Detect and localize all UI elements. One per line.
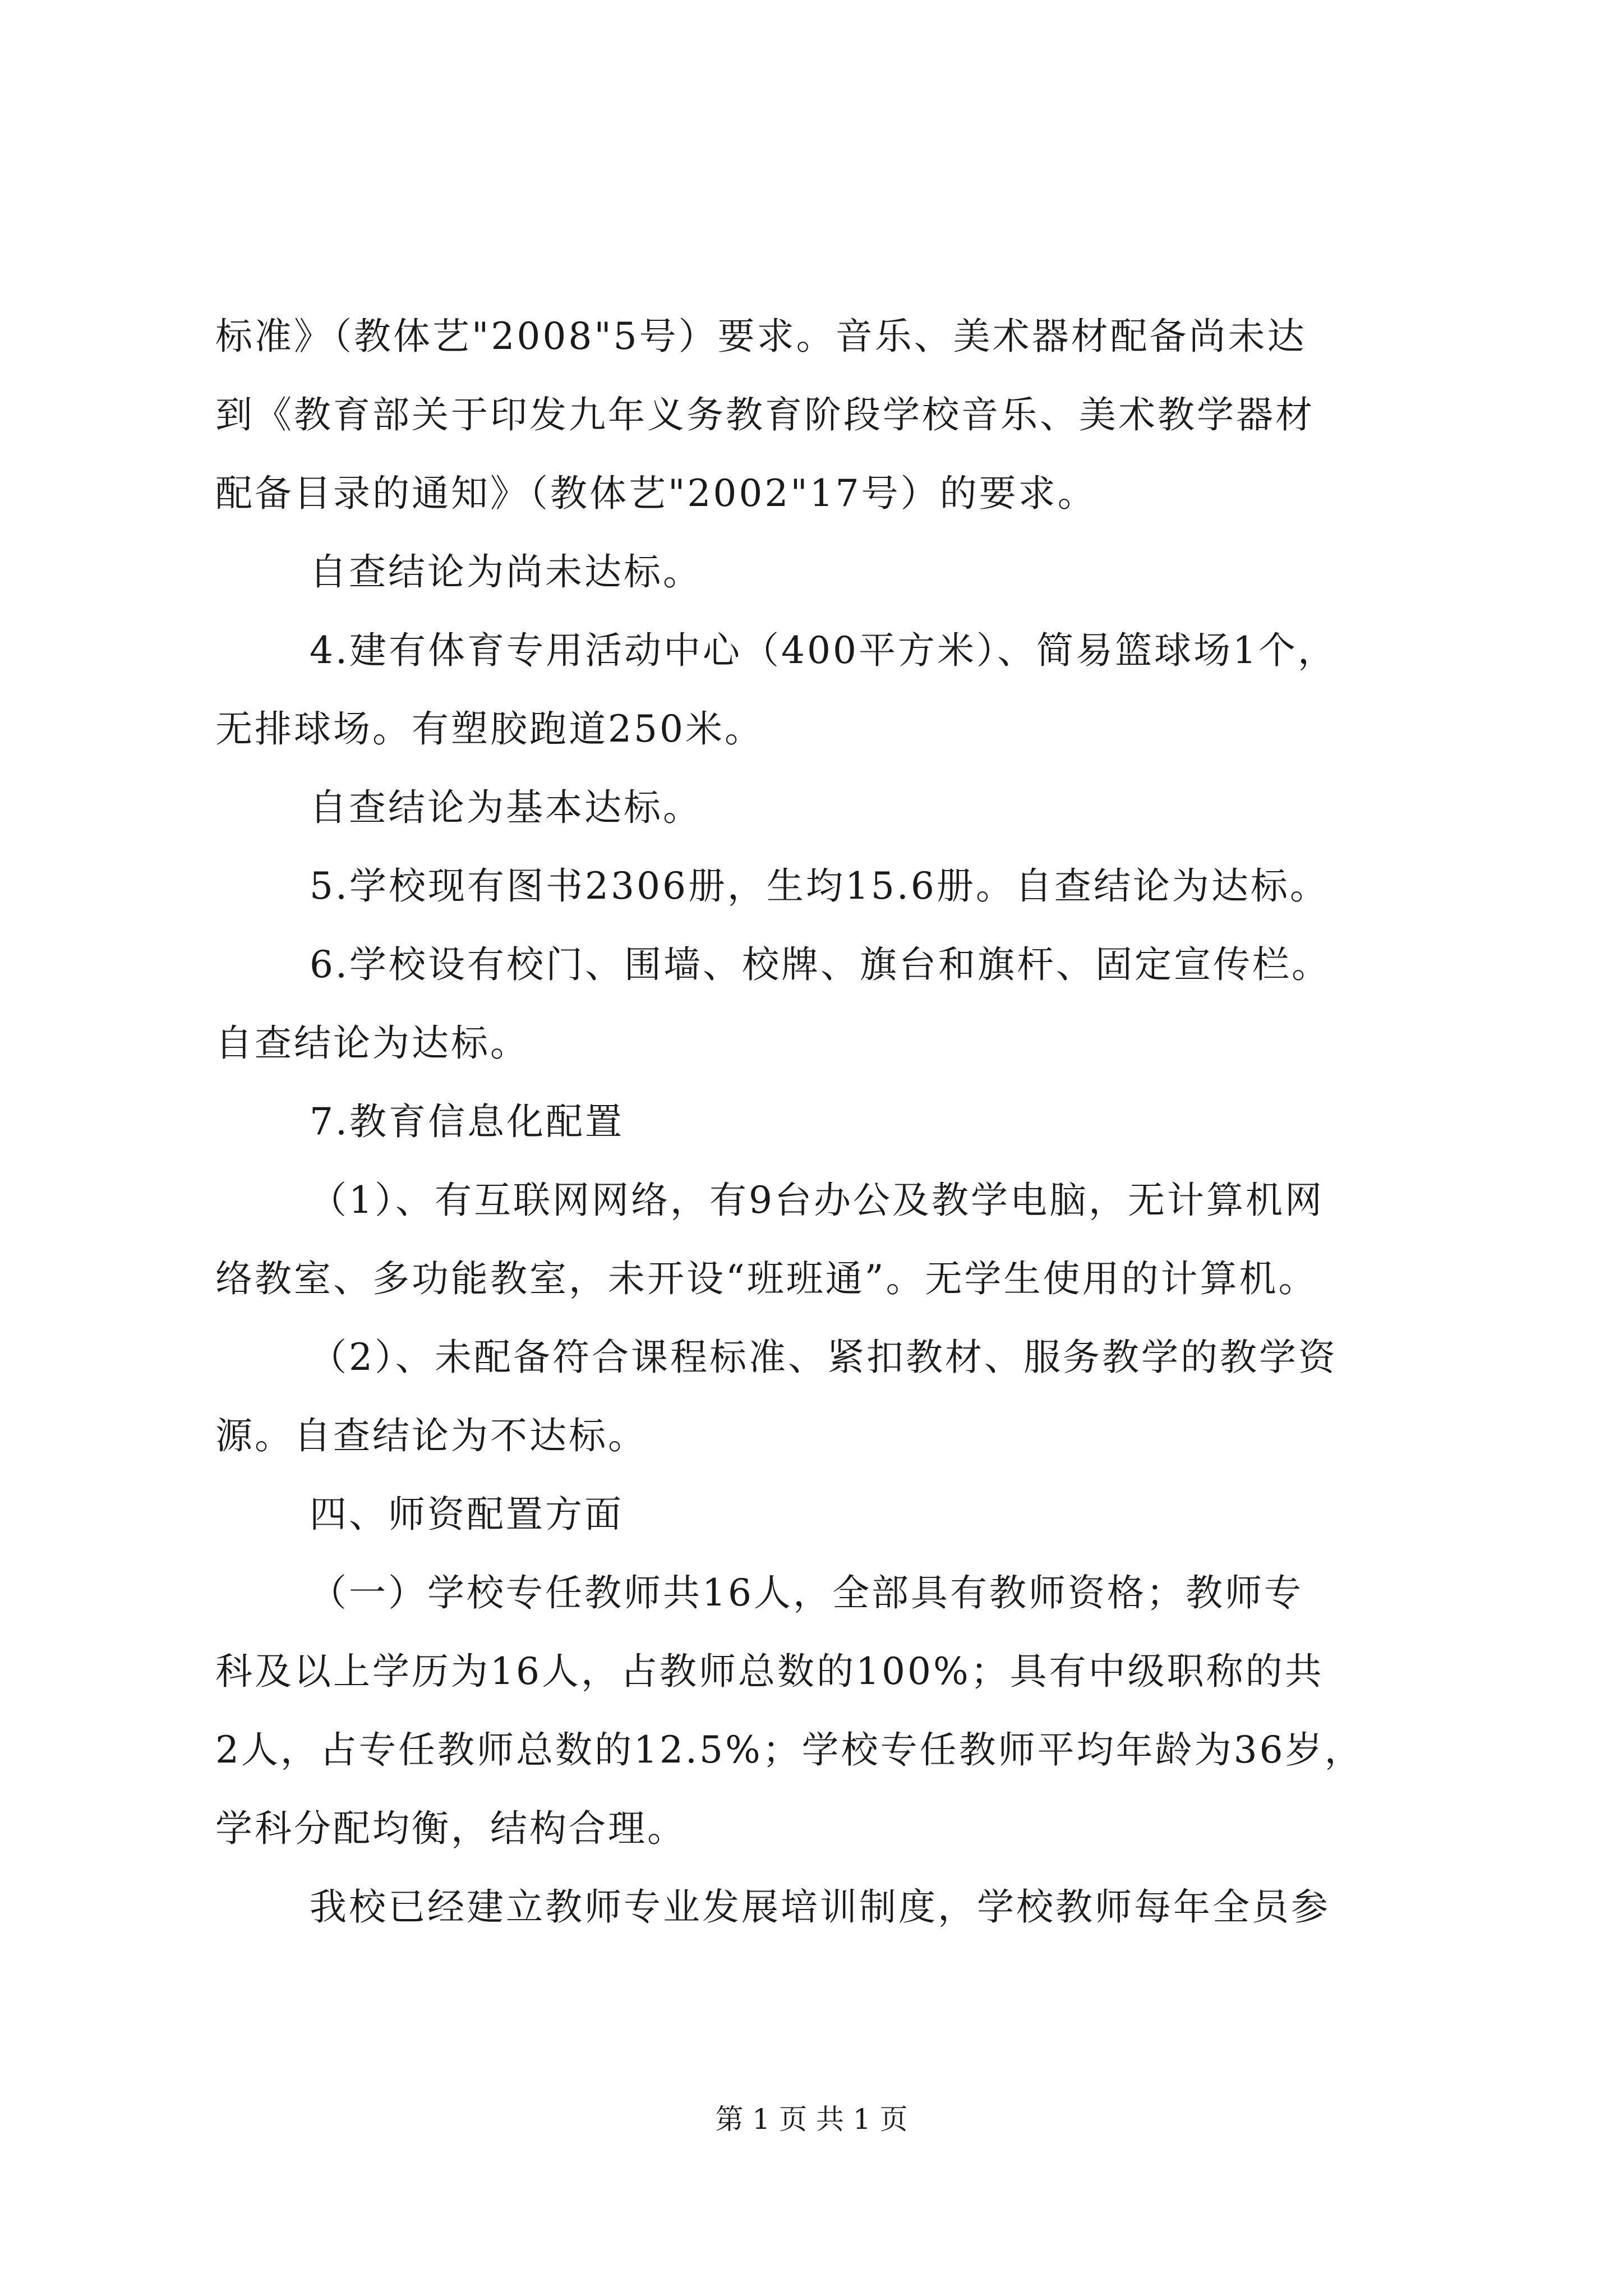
body-line: 自查结论为达标。 — [215, 1022, 529, 1065]
body-line: （1）、有互联网网络，有9台办公及教学电脑，无计算机网 — [310, 1179, 1324, 1222]
page-footer: 第 1 页 共 1 页 — [715, 2103, 908, 2136]
body-line: 自查结论为尚未达标。 — [310, 550, 702, 593]
body-line: 2人，占专任教师总数的12.5%；学校专任教师平均年龄为36岁， — [215, 1728, 1364, 1772]
body-line: 无排球场。有塑胶跑道250米。 — [215, 707, 764, 751]
body-line: 学科分配均衡，结构合理。 — [215, 1807, 686, 1850]
body-line: 标准》（教体艺"2008"5号）要求。音乐、美术器材配备尚未达 — [215, 315, 1307, 358]
body-line: （2）、未配备符合课程标准、紧扣教材、服务教学的教学资 — [310, 1336, 1338, 1379]
body-line: 源。自查结论为不达标。 — [215, 1414, 647, 1457]
body-line: 络教室、多功能教室，未开设“班班通”。无学生使用的计算机。 — [215, 1257, 1318, 1300]
body-line: 配备目录的通知》（教体艺"2002"17号）的要求。 — [215, 472, 1097, 515]
body-line: （一）学校专任教师共16人，全部具有教师资格；教师专 — [310, 1571, 1303, 1614]
body-line: 5.学校现有图书2306册，生均15.6册。自查结论为达标。 — [310, 864, 1329, 908]
body-line: 6.学校设有校门、围墙、校牌、旗台和旗杆、固定宣传栏。 — [310, 943, 1331, 986]
body-line: 到《教育部关于印发九年义务教育阶段学校音乐、美术教学器材 — [215, 393, 1315, 436]
body-line: 科及以上学历为16人，占教师总数的100%；具有中级职称的共 — [215, 1650, 1324, 1693]
body-line: 自查结论为基本达标。 — [310, 786, 702, 829]
section-heading: 7.教育信息化配置 — [310, 1100, 624, 1143]
section-heading: 四、师资配置方面 — [310, 1493, 624, 1536]
body-line: 4.建有体育专用活动中心（400平方米）、简易篮球场1个， — [310, 629, 1337, 672]
body-line: 我校已经建立教师专业发展培训制度，学校教师每年全员参 — [310, 1885, 1330, 1929]
